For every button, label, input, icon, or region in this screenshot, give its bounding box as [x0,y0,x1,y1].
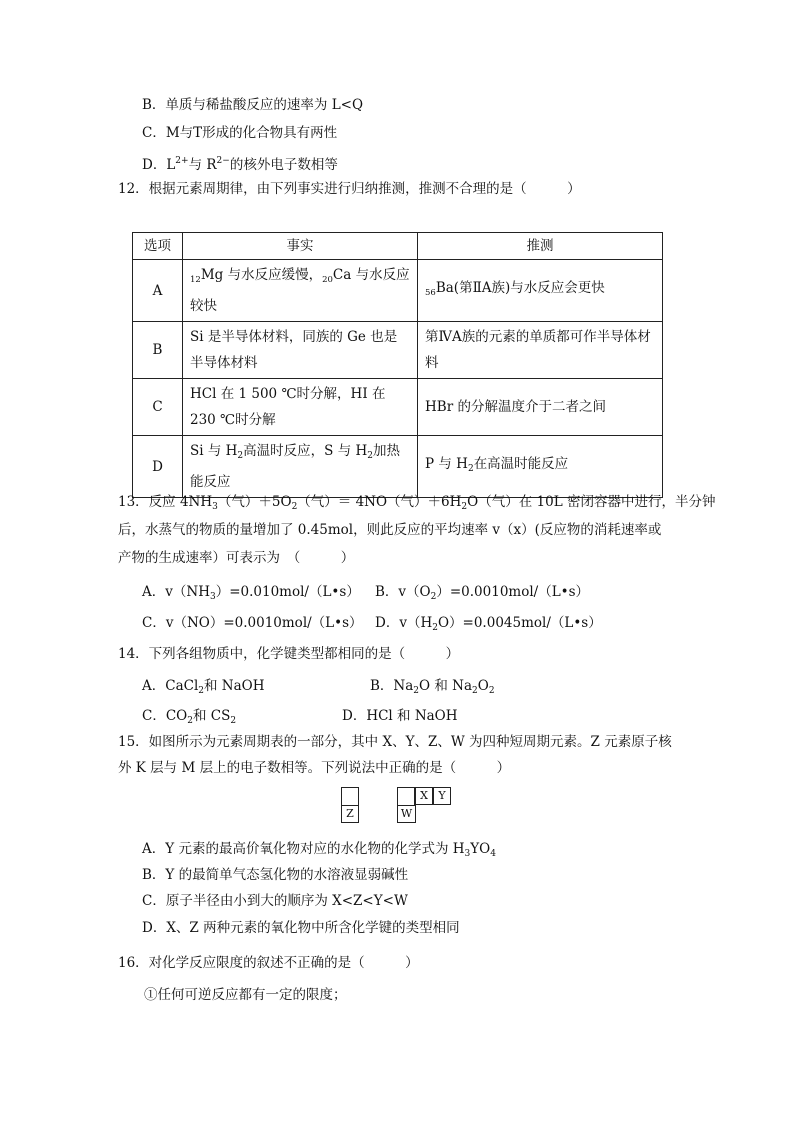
cell-y: Y [433,787,451,805]
q15-option-d: D．X、Z 两种元素的氧化物中所含化学键的类型相同 [142,920,460,936]
charge-superscript: 2+ [175,156,189,166]
subscript: 2 [488,686,495,696]
table-header: 推测 [418,233,663,260]
subscript: 2 [430,592,437,602]
table-row [133,436,663,498]
subscript: 2 [198,686,205,696]
table-cell-inference: 第ⅣA族的元素的单质都可作半导体材料 [418,322,663,379]
subscript: 2 [432,623,438,633]
table-cell-option: C [133,379,183,436]
text: D．v（H [375,615,433,631]
text: O 和 Na [419,678,473,694]
subscript: 3 [209,592,216,602]
text: O）=0.0045mol/（L•s） [437,615,602,631]
q16-stem: 16．对化学反应限度的叙述不正确的是（ ） [118,955,419,971]
text: O [477,678,489,694]
q14-option-d: D．HCl 和 NaOH [342,708,458,724]
q13-option-b [375,583,589,606]
cell-w: W [397,805,416,823]
subscript: 2 [187,716,193,726]
table-row [133,260,663,322]
q12-table [132,232,663,498]
text: ）=0.010mol/（L•s） [215,584,360,600]
q13-stem-line2: 后，水蒸气的物质的量增加了 0.45mol，则此反应的平均速率 v（x）(反应物的消耗速率或 [118,522,662,538]
text: 和 NaOH [204,678,265,694]
subscript: 2 [461,502,468,512]
q15-option-a [142,840,496,863]
q11-option-d [142,152,338,174]
table-cell-fact [183,260,418,322]
atomic-number: 12 [190,275,201,285]
q15-option-c: C．原子半径由小到大的顺序为 X<Z<Y<W [142,893,408,909]
text: YO [470,841,491,857]
table-cell-inference [418,436,663,498]
q11-option-c: C．M与T形成的化合物具有两性 [142,125,338,141]
q11-option-b: B．单质与稀盐酸反应的速率为 L<Q [142,97,364,113]
text: B．Na [370,678,414,694]
inference-text: Ba(第ⅡA族)与水反应会更快 [435,280,605,296]
subscript: 2 [413,686,420,696]
fact-text: Mg 与水反应缓慢， [200,267,323,283]
q13-option-c: C．v（NO）=0.0010mol/（L•s） [142,615,363,631]
atomic-number: 56 [425,288,436,298]
fact-text: 高温时反应，S 与 H [243,443,368,459]
table-cell-fact [183,436,418,498]
text: 和 CS [192,708,231,724]
q14-option-b [370,677,495,700]
text: （气）＝ 4NO（气）＋6H [297,494,462,510]
text: O（气）在 10L 密闭容器中进行，半分钟 [467,494,716,510]
q15-stem-line1: 15．如图所示为元素周期表的一部分，其中 X、Y、Z、W 为四种短周期元素。Z 元素原子核 [118,734,672,750]
text: A．v（NH [142,584,210,600]
q13-stem-line1 [118,493,715,516]
subscript: 3 [464,849,471,859]
table-header: 事实 [183,233,418,260]
q12-stem: 12．根据元素周期律，由下列事实进行归纳推测，推测不合理的是（ ） [118,181,581,197]
subscript: 2 [472,686,478,696]
inference-text: P 与 H [425,456,468,472]
fact-text: Ca 与水反应较快 [190,267,410,314]
subscript: 2 [291,502,298,512]
subscript: 2 [367,451,373,461]
table-cell-option: D [133,436,183,498]
subscript: 2 [467,464,474,474]
subscript: 3 [212,502,218,512]
table-cell-fact: HCl 在 1 500 ℃时分解，HI 在 230 ℃时分解 [183,379,418,436]
q11-option-d-text: D．L [142,157,176,173]
q15-stem-line2: 外 K 层与 M 层上的电子数相等。下列说法中正确的是（ ） [118,760,511,776]
table-header-row [133,233,663,260]
table-cell-option: B [133,322,183,379]
q14-option-c [142,707,236,730]
fact-text: Si 与 H [190,443,238,459]
table-cell-empty [397,787,415,805]
text: B．v（O [375,584,431,600]
table-cell-option: A [133,260,183,322]
subscript: 2 [237,451,244,461]
q13-stem-line3: 产物的生成速率）可表示为 （ ） [118,550,355,566]
table-cell-empty [341,787,359,805]
inference-text: 在高温时能反应 [473,456,569,472]
charge-superscript: 2− [216,156,230,166]
q11-option-d-text: 与 R [188,157,217,173]
q14-option-a [142,677,265,700]
cell-z: Z [341,805,359,823]
q15-option-b: B．Y 的最简单气态氢化物的水溶液显弱碱性 [142,867,409,883]
text: A．Y 元素的最高价氧化物对应的水化物的化学式为 H [142,841,465,857]
table-cell-fact: Si 是半导体材料，同族的 Ge 也是半导体材料 [183,322,418,379]
q14-stem: 14．下列各组物质中，化学键类型都相同的是（ ） [118,646,460,662]
q11-option-d-text: 的核外电子数相等 [229,157,338,173]
text: 13．反应 4NH [118,494,213,510]
table-row [133,379,663,436]
text: A．CaCl [142,678,199,694]
table-row [133,322,663,379]
text: ）=0.0010mol/（L•s） [436,584,590,600]
table-cell-inference [418,260,663,322]
table-header: 选项 [133,233,183,260]
fact-text: 加热能反应 [190,443,400,490]
q13-option-a [142,583,360,606]
subscript: 2 [230,716,237,726]
text: （气）＋5O [217,494,292,510]
atomic-number: 20 [322,275,333,285]
table-cell-inference: HBr 的分解温度介于二者之间 [418,379,663,436]
subscript: 4 [490,849,496,859]
q16-item-1: ①任何可逆反应都有一定的限度； [144,987,347,1003]
cell-x: X [415,787,433,805]
text: C．CO [142,708,188,724]
q13-option-d [375,614,602,637]
